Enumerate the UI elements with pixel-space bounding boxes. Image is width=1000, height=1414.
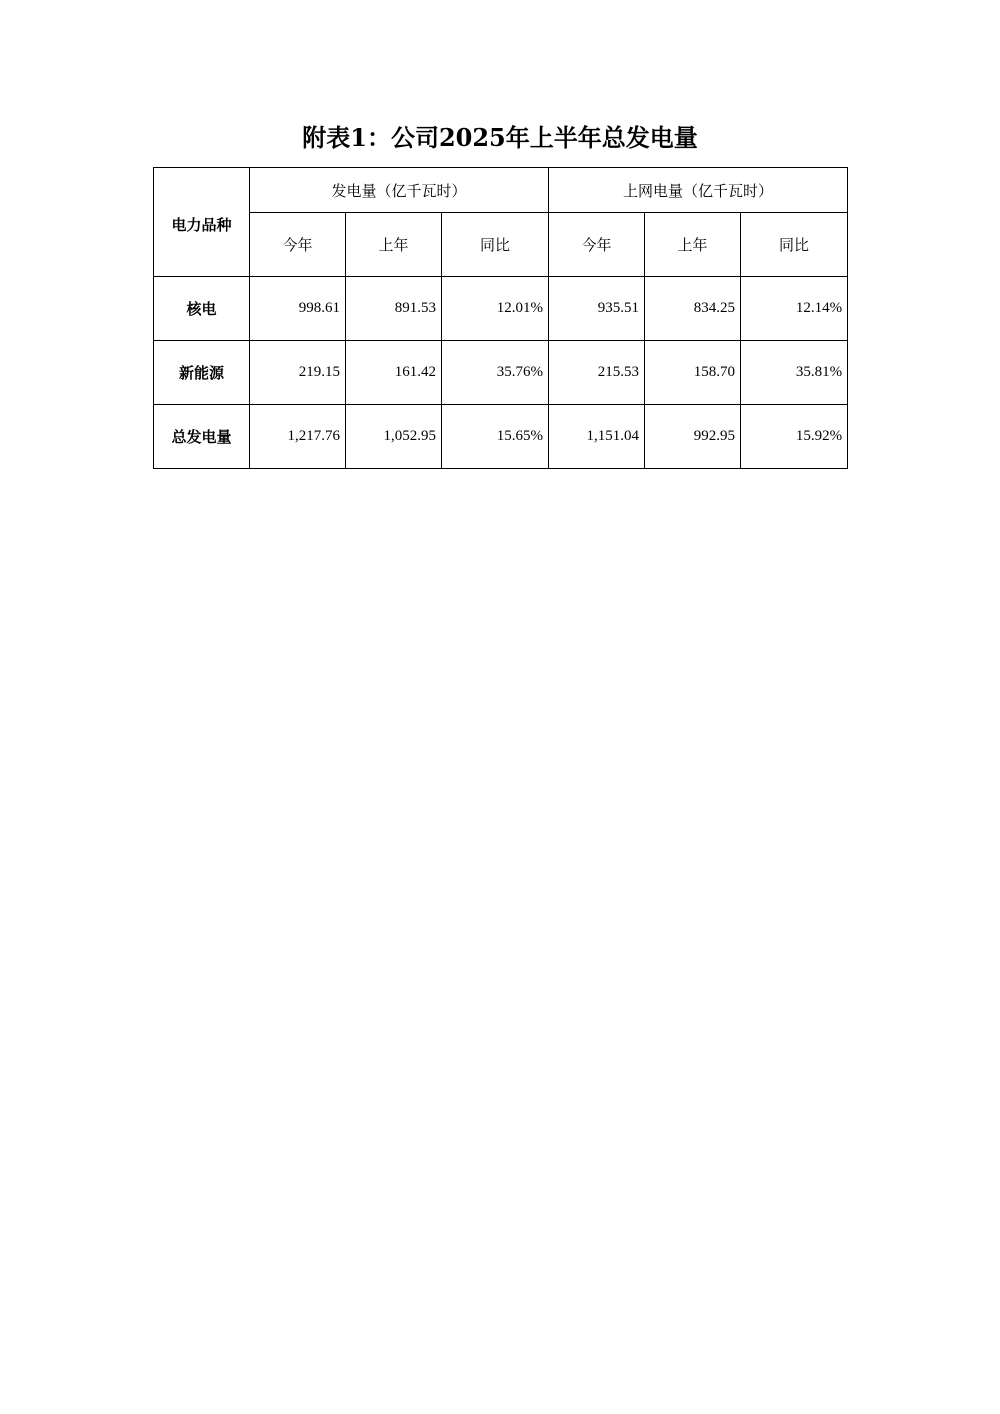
table-cell: 12.14% <box>741 277 848 341</box>
row-label: 新能源 <box>154 341 250 405</box>
grid-last-year-header: 上年 <box>645 213 741 277</box>
generation-this-year-header: 今年 <box>250 213 346 277</box>
generation-yoy-header: 同比 <box>442 213 549 277</box>
generation-last-year-header: 上年 <box>346 213 442 277</box>
table-cell: 935.51 <box>549 277 645 341</box>
table-row <box>154 341 848 405</box>
row-label: 总发电量 <box>154 405 250 469</box>
row-label: 核电 <box>154 277 250 341</box>
table-cell: 215.53 <box>549 341 645 405</box>
table-cell: 15.92% <box>741 405 848 469</box>
table-cell: 12.01% <box>442 277 549 341</box>
table-cell: 1,052.95 <box>346 405 442 469</box>
table-cell: 161.42 <box>346 341 442 405</box>
table-cell: 219.15 <box>250 341 346 405</box>
table-row <box>154 277 848 341</box>
grid-this-year-header: 今年 <box>549 213 645 277</box>
table-cell: 834.25 <box>645 277 741 341</box>
generation-group-header: 发电量（亿千瓦时） <box>250 168 549 213</box>
table-cell: 15.65% <box>442 405 549 469</box>
table-cell: 1,151.04 <box>549 405 645 469</box>
table-cell: 998.61 <box>250 277 346 341</box>
power-type-header: 电力品种 <box>154 168 250 277</box>
page-title: 附表1：公司2025年上半年总发电量 <box>302 123 698 152</box>
grid-group-header: 上网电量（亿千瓦时） <box>549 168 848 213</box>
table-cell: 158.70 <box>645 341 741 405</box>
table-cell: 35.81% <box>741 341 848 405</box>
table-cell: 992.95 <box>645 405 741 469</box>
table-row <box>154 405 848 469</box>
generation-table <box>153 167 848 469</box>
grid-yoy-header: 同比 <box>741 213 848 277</box>
table-cell: 35.76% <box>442 341 549 405</box>
table-cell: 1,217.76 <box>250 405 346 469</box>
table-cell: 891.53 <box>346 277 442 341</box>
